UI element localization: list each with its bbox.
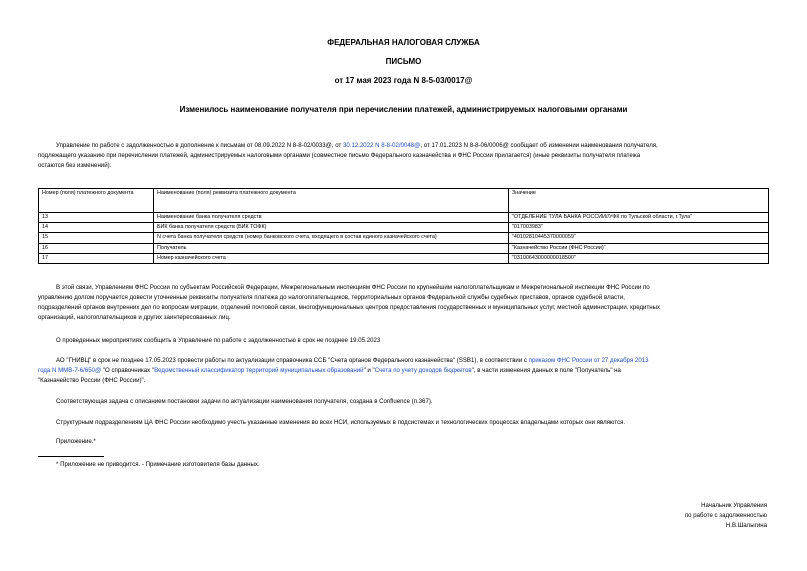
intro-line-1 <box>38 141 769 151</box>
letter-link[interactable]: 30.12.2022 N 8-8-02/0048@ <box>342 142 421 149</box>
para3-line-1 <box>38 356 769 366</box>
table-cell: "03100643000000018500" <box>509 253 769 263</box>
table-cell: 14 <box>39 223 154 233</box>
table-header-row <box>39 189 769 213</box>
para2: О проведенных мероприятиях сообщить в Управление по работе с задолженностью в срок не позднее 19.05.2023 <box>56 337 381 344</box>
table-cell: Получатель <box>154 243 509 253</box>
para3-text-2: "О справочниках " <box>101 367 155 374</box>
table-header-cell: Наименование (поля) реквизита платежного документа <box>154 189 509 213</box>
para3-text-4: ", в части изменения данных в поле "Получатель" на <box>471 367 621 374</box>
intro-text-1: Управление по работе с задолженностью в дополнение к письмам от 08.09.2022 N 8-8-02/0033@, от <box>56 142 343 149</box>
signature-name: Н.В.Шалыгина <box>725 522 767 529</box>
order-number-link[interactable]: года N ММВ-7-6/650@ <box>38 367 102 374</box>
table-cell: "Казначейство России (ФНС России)" <box>509 243 769 253</box>
para1-line-4: организаций, налогоплательщиков и других заинтересованных лиц. <box>38 314 231 321</box>
para1-line-2: управлению долгом поручается довести уточненные реквизиты получателя платежа до налогоплательщиков, территориальных органов Федеральной службы судебных приставов, органов судебной власти, <box>38 294 625 301</box>
doc-subject: Изменилось наименование получателя при перечислении платежей, администрируемых налоговыми органами <box>179 105 628 114</box>
signature-department: по работе с задолженностью <box>684 512 767 519</box>
table-header-cell: Номер (поля) платежного документа <box>39 189 154 213</box>
budget-accounts-link[interactable]: Счета по учету доходов бюджетов <box>374 367 472 374</box>
intro-line-3: остаются без изменений): <box>38 162 112 169</box>
para3-line-3: "Казначейство России (ФНС России)". <box>38 377 146 384</box>
para5: Структурным подразделениям ЦА ФНС России необходимо учесть указанные изменения во всех НСИ, используемых в подсистемах и технологических процессах владельцами которых они являются. <box>56 419 626 426</box>
table-cell: Номер казначейского счета <box>154 253 509 263</box>
footnote: * Приложение не приводится. - Примечание изготовителя базы данных. <box>56 461 260 468</box>
table-header-cell: Значение <box>509 189 769 213</box>
doc-date-number: от 17 мая 2023 года N 8-5-03/0017@ <box>334 76 473 85</box>
classifier-link[interactable]: Ведомственный классификатор территорий муниципальных образований <box>154 367 364 374</box>
intro-line-2: подлежащего указанию при перечислении платежей, администрируемых налоговыми органами (совместное письмо Федерального казначейства и ФНС России прилагается) (иные реквизиты получателя платежа <box>38 152 641 159</box>
para3-text-1: АО "ГНИВЦ" в срок не позднее 17.05.2023 провести работы по актуализации справочника ССБ "Счета органов Федерального казначейства" (SSB1), в соответствии с <box>56 357 529 364</box>
order-link[interactable]: приказом ФНС России от 27 декабря 2013 <box>528 357 649 364</box>
agency-title: ФЕДЕРАЛЬНАЯ НАЛОГОВАЯ СЛУЖБА <box>327 38 480 47</box>
table-cell: "017003983" <box>509 223 769 233</box>
table-row <box>39 253 769 263</box>
table-cell: N счета банка получателя средств (номер банковского счета, входящего в состав единого казначейского счета) <box>154 233 509 243</box>
signature-position: Начальник Управления <box>701 502 767 509</box>
doc-type: ПИСЬМО <box>385 57 422 66</box>
para3-text-3: " и " <box>363 367 375 374</box>
para1-line-1: В этой связи, Управлениям ФНС России по субъектам Российской Федерации, Межрегиональным инспекциям ФНС России по крупнейшим налогоплательщикам и Межрегиональной инспекции ФНС России по <box>56 284 650 291</box>
table-cell: 16 <box>39 243 154 253</box>
table-cell: Наименование банка получателя средств <box>154 213 509 223</box>
para4: Соответствующая задача с описанием постановки задачи по актуализации наименования получателя, создана в Confluence (п.367). <box>56 398 433 405</box>
table-row <box>39 223 769 233</box>
table-cell: 15 <box>39 233 154 243</box>
table-cell: 17 <box>39 253 154 263</box>
footnote-divider <box>38 456 104 457</box>
table-cell: "ОТДЕЛЕНИЕ ТУЛА БАНКА РОССИИ//УФК по Тульской области, г.Тула" <box>509 213 769 223</box>
table-row <box>39 233 769 243</box>
table-cell: 13 <box>39 213 154 223</box>
table-cell: БИК банка получателя средств (БИК ТОФК) <box>154 223 509 233</box>
table-row <box>39 213 769 223</box>
para3-line-2 <box>38 366 769 376</box>
para1-line-3: подразделений органов внутренних дел по вопросам миграции, отделений почтовой связи, многофункциональных центров предоставления государственных и муниципальных услуг, местной администрации, кредитных <box>38 304 661 311</box>
table-row <box>39 243 769 253</box>
intro-text-2: , от 17.01.2023 N 8-8-06/0006@ сообщает об изменении наименования получателя, <box>420 142 658 149</box>
table-cell: "40102810445370000059" <box>509 233 769 243</box>
requisites-table <box>38 188 769 264</box>
attachment-note: Приложение.* <box>56 438 96 445</box>
